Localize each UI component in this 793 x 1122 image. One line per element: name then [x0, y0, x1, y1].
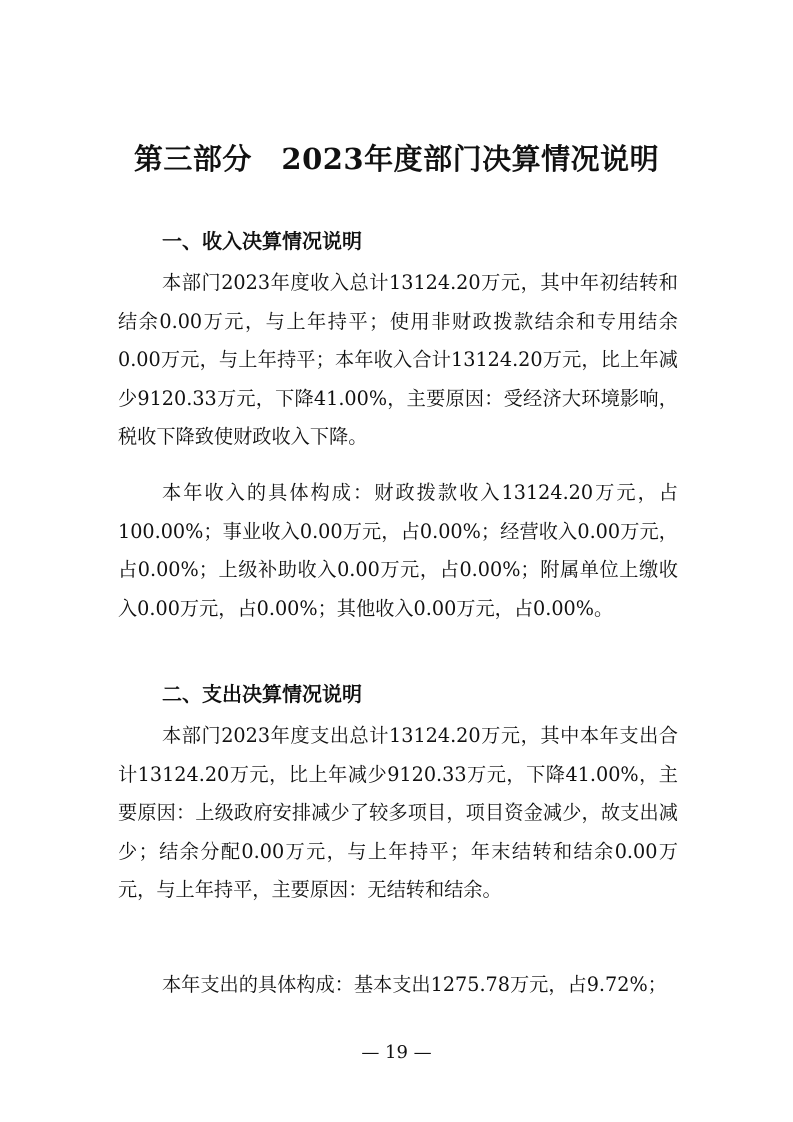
page-number: — 19 — [361, 1042, 432, 1063]
income-composition-paragraph: 本年收入的具体构成：财政拨款收入13124.20万元，占100.00%；事业收入0.00万元，占0.00%；经营收入0.00万元，占0.00%；上级补助收入0.00万元，占0.00%；附属单位上缴收入0.00万元，占0.00%；其他收入0.00万元，占0.00%。 [118, 481, 678, 620]
expenditure-summary-paragraph: 本部门2023年度支出总计13124.20万元，其中本年支出合计13124.20万元，比上年减少9120.33万元，下降41.00%，主要原因：上级政府安排减少了较多项目，项目资金减少，故支出减少；结余分配0.00万元，与上年持平；年末结转和结余0.00万元，与上年持平，主要原因：无结转和结余。 [118, 724, 678, 901]
section-heading-expenditure: 二、支出决算情况说明 [162, 682, 362, 706]
section-heading-income: 一、收入决算情况说明 [162, 229, 362, 253]
expenditure-composition-paragraph: 本年支出的具体构成：基本支出1275.78万元，占9.72%； [162, 973, 667, 996]
page-title: 第三部分 2023年度部门决算情况说明 [133, 142, 660, 176]
income-summary-paragraph: 本部门2023年度收入总计13124.20万元，其中年初结转和结余0.00万元，与上年持平；使用非财政拨款结余和专用结余0.00万元，与上年持平；本年收入合计13124.20万元，比上年减少9120.33万元，下降41.00%，主要原因：受经济大环境影响，税收下降致使财政收入下降。 [118, 271, 678, 448]
